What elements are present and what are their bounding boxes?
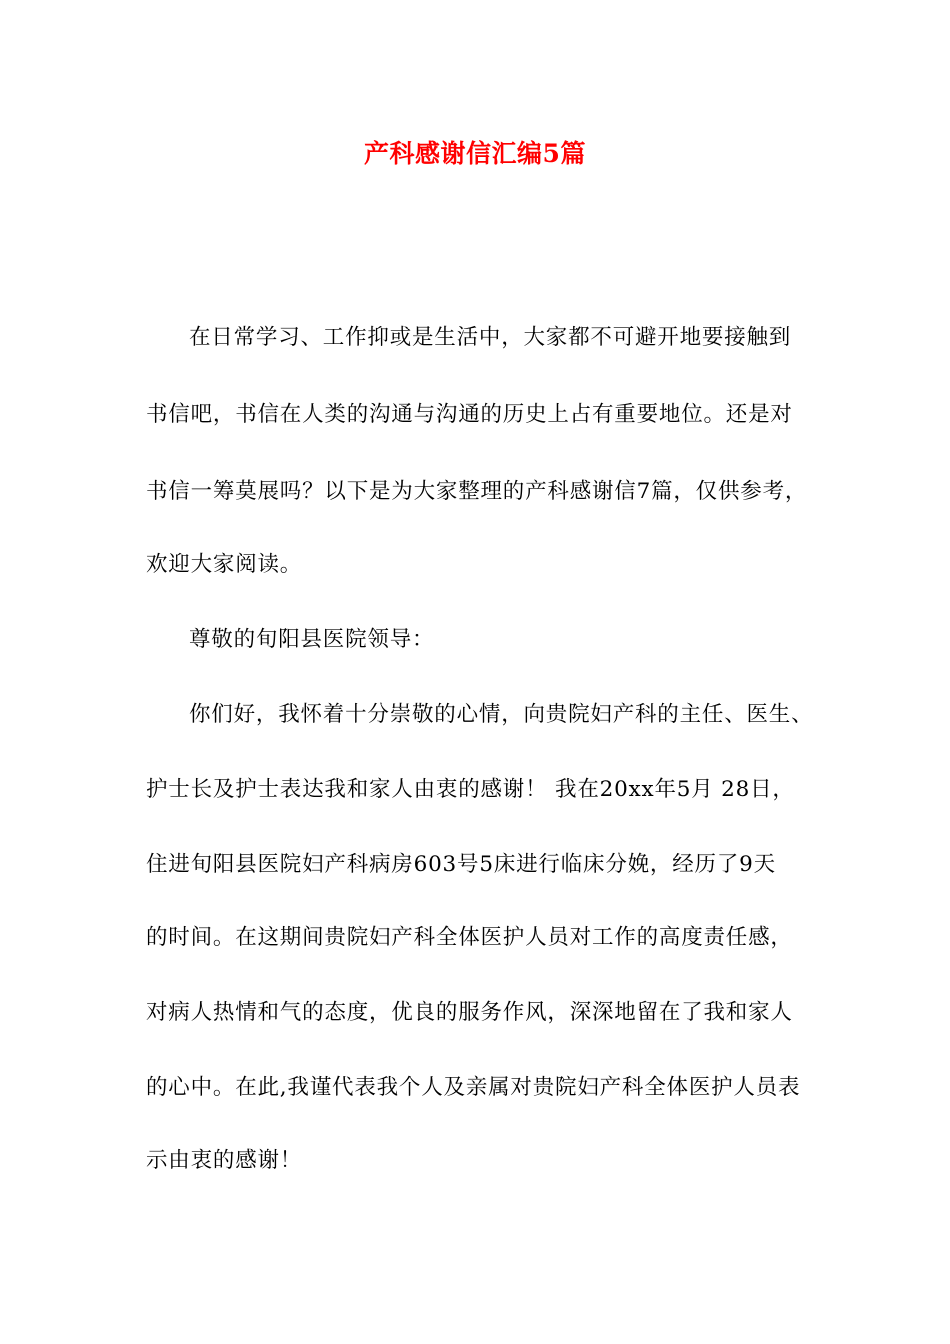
- paragraph-line: 的心中。在此,我谨代表我个人及亲属对贵院妇产科全体医护人员表: [146, 1075, 801, 1100]
- paragraph-line: 书信一筹莫展吗？以下是为大家整理的产科感谢信7篇，仅供参考，: [146, 479, 808, 504]
- paragraph-line: 护士长及护士表达我和家人由衷的感谢！ 我在20xx年5月 28日，: [146, 777, 795, 802]
- paragraph-line: 你们好，我怀着十分崇敬的心情，向贵院妇产科的主任、医生、: [189, 702, 814, 727]
- document-title: 产科感谢信汇编5篇: [364, 139, 586, 168]
- paragraph-line: 书信吧，书信在人类的沟通与沟通的历史上占有重要地位。还是对: [146, 402, 793, 427]
- paragraph-line: 住进旬阳县医院妇产科病房603号5床进行临床分娩，经历了9天: [146, 852, 776, 877]
- paragraph-line: 对病人热情和气的态度，优良的服务作风，深深地留在了我和家人: [146, 1000, 793, 1025]
- paragraph-line: 在日常学习、工作抑或是生活中，大家都不可避开地要接触到: [189, 325, 792, 350]
- paragraph-line: 示由衷的感谢！: [146, 1148, 303, 1173]
- paragraph-line: 的时间。在这期间贵院妇产科全体医护人员对工作的高度责任感，: [146, 925, 793, 950]
- paragraph-line: 欢迎大家阅读。: [146, 552, 303, 577]
- salutation-line: 尊敬的旬阳县医院领导：: [189, 627, 435, 652]
